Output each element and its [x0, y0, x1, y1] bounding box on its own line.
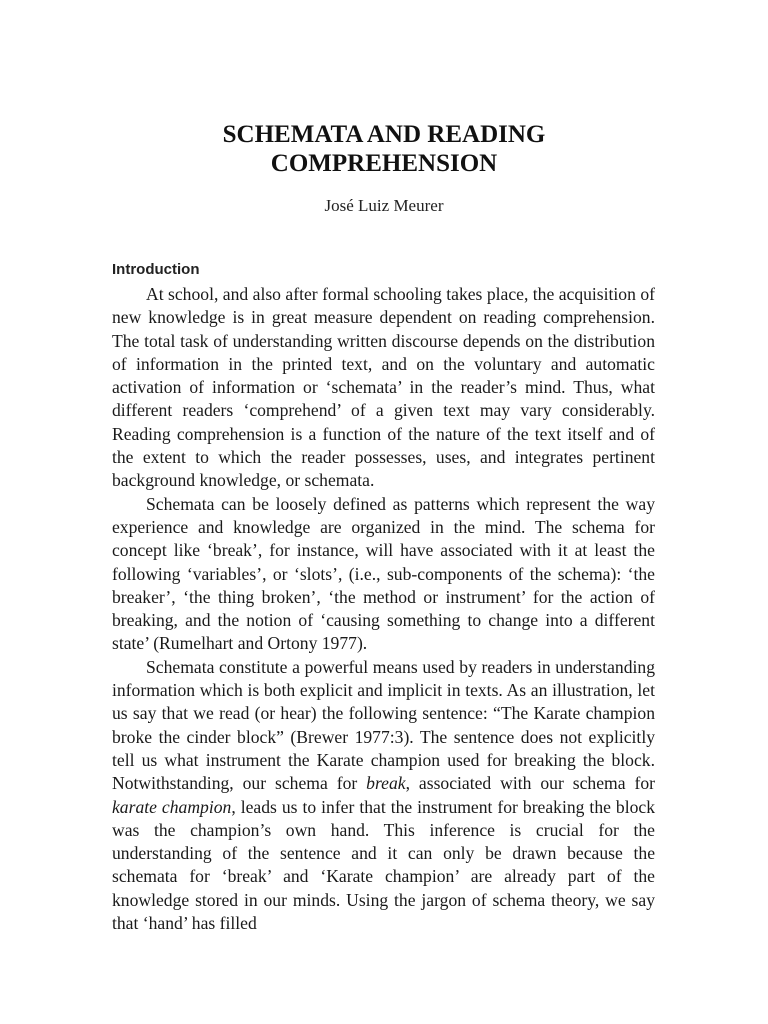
- paragraph-3-part-1: Schemata constitute a powerful means used by readers in understanding information which is both explicit and implicit in texts. As an illustration, let us say that we read (or hear) the following sentence: “The Karate champion broke the cinder block” (Brewer 1977:3). The sentence does not explicitly tell us what instrument the Karate champion used for breaking the block. Notwithstanding, our schema for: [112, 656, 655, 794]
- author-name: José Luiz Meurer: [324, 196, 444, 215]
- page-title: [0, 120, 768, 178]
- title-line-1: SCHEMATA AND READING: [222, 121, 546, 148]
- paragraph-3-part-2: , associated with our schema for: [405, 773, 655, 794]
- paragraph-3-part-3: , leads us to infer that the instrument for breaking the block was the champion’s own hand. This inference is crucial for the understanding of the sentence and it can only be drawn because the schemata for ‘break’ and ‘Karate champion’ are already part of the knowledge stored in our minds. Using the jargon of schema theory, we say that ‘hand’ has filled: [112, 796, 655, 934]
- paragraph-1: At school, and also after formal schooling takes place, the acquisition of new knowledge is in great measure dependent on reading comprehension. The total task of understanding written discourse depends on the distribution of information in the printed text, and on the voluntary and automatic activation of information or ‘schemata’ in the reader’s mind. Thus, what different readers ‘comprehend’ of a given text may vary considerably. Reading comprehension is a function of the nature of the text itself and of the extent to which the reader possesses, uses, and integrates pertinent background knowledge, or schemata.: [112, 284, 655, 491]
- paragraph-3: [112, 656, 655, 936]
- title-line-2: COMPREHENSION: [270, 150, 498, 177]
- body-text: [112, 283, 655, 935]
- paragraph-2: Schemata can be loosely defined as patterns which represent the way experience and knowledge are organized in the mind. The schema for concept like ‘break’, for instance, will have associated with it at least the following ‘variables’, or ‘slots’, (i.e., sub-components of the schema): ‘the breaker’, ‘the thing broken’, ‘the method or instrument’ for the action of breaking, and the notion of ‘causing something to change into a different state’ (Rumelhart and Ortony 1977).: [112, 493, 655, 654]
- italic-term-break: break: [366, 773, 406, 794]
- italic-term-karate-champion: karate champion: [112, 796, 232, 817]
- section-heading: Introduction: [112, 261, 200, 278]
